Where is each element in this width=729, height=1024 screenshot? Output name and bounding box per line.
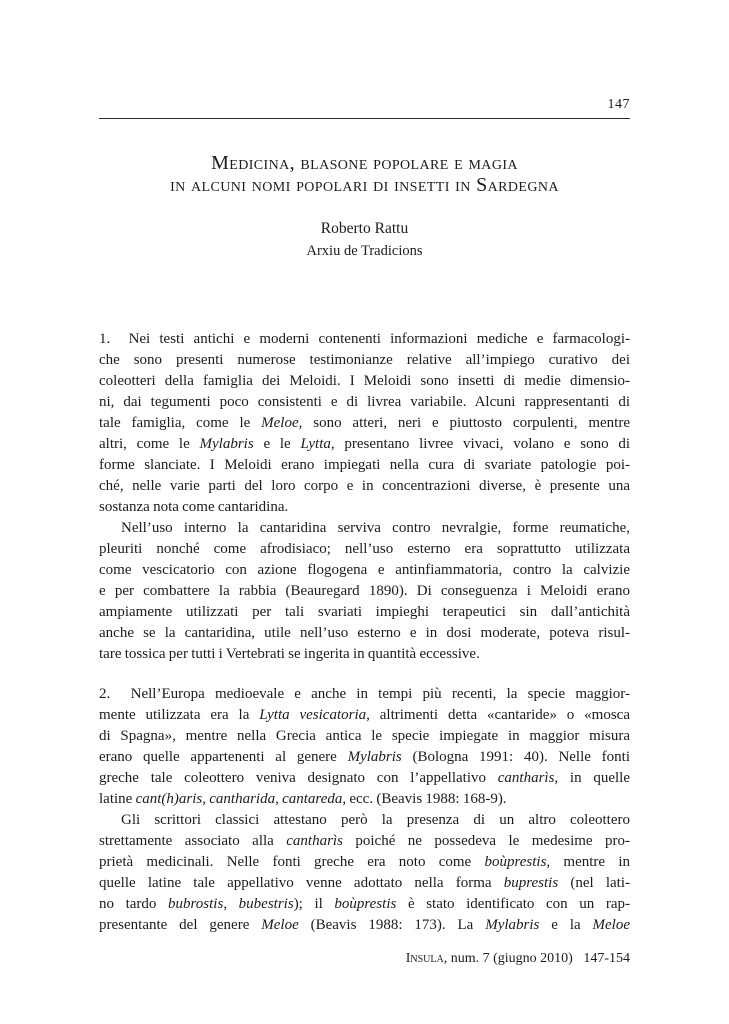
text-line: sostanza nota come cantaridina. <box>99 499 289 515</box>
text-line: ni, dai tegumenti poco consistenti e di livrea variabile. Alcuni rappresentanti di <box>99 394 630 410</box>
text-line: che sono presenti numerose testimonianze relative all’impiego curativo dei <box>99 352 630 368</box>
journal-line: Insula, num. 7 (giugno 2010) 147-154 <box>405 951 630 966</box>
header-rule <box>99 118 630 119</box>
text-line: anche se la cantaridina, utile nell’uso esterno e in dosi moderate, poteva risul- <box>99 625 630 641</box>
text-line: pleuriti nonché come afrodisiaco; nell’uso esterno era soprattutto utilizzata <box>99 541 630 557</box>
text-line: latine cant(h)aris, cantharida, cantareda, ecc. (Beavis 1988: 168-9). <box>99 791 507 807</box>
title-line-1: Medicina, blasone popolare e magia <box>211 152 518 174</box>
paragraph <box>99 684 630 810</box>
text-line: forme slanciate. I Meloidi erano impiegati nella cura di svariate patologie poi- <box>99 457 630 473</box>
paragraph <box>99 810 630 936</box>
text-line: erano quelle appartenenti al genere Mylabris (Bologna 1991: 40). Nelle fonti <box>99 749 630 765</box>
footer <box>406 951 630 967</box>
text-line: prietà medicinali. Nelle fonti greche era noto come boùprestis, mentre in <box>99 854 630 870</box>
text-line: strettamente associato alla cantharìs poiché ne possedeva le medesime pro- <box>99 833 630 849</box>
text-line: mente utilizzata era la Lytta vesicatoria, altrimenti detta «cantaride» o «mosca <box>99 707 630 723</box>
text-line: Gli scrittori classici attestano però la presenza di un altro coleottero <box>121 812 630 828</box>
paragraph <box>99 329 630 518</box>
text-line: e per combattere la rabbia (Beauregard 1890). Di conseguenza i Meloidi erano <box>99 583 630 599</box>
page-number: 147 <box>607 97 630 112</box>
text-line: tare tossica per tutti i Vertebrati se ingerita in quantità eccessive. <box>99 646 480 662</box>
text-line: no tardo bubrostis, bubestris); il boùprestis è stato identificato con un rap- <box>99 896 630 912</box>
body-text <box>99 329 630 936</box>
author-name: Roberto Rattu <box>320 220 409 237</box>
text-line: quelle latine tale appellativo venne adottato nella forma buprestis (nel lati- <box>99 875 630 891</box>
text-line: presentante del genere Meloe (Beavis 1988: 173). La Mylabris e la Meloe <box>99 917 630 933</box>
text-line: 1. Nei testi antichi e moderni contenenti informazioni mediche e farmacologi- <box>99 331 630 347</box>
text-line: ampiamente utilizzati per tali svariati impieghi terapeutici sin dall’antichità <box>99 604 630 620</box>
text-line: greche tale coleottero veniva designato con l’appellativo cantharìs, in quelle <box>99 770 630 786</box>
text-line: tale famiglia, come le Meloe, sono atteri, neri e piuttosto corpulenti, mentre <box>99 415 630 431</box>
text-line: 2. Nell’Europa medioevale e anche in tempi più recenti, la specie maggior- <box>99 686 630 702</box>
text-line: coleotteri della famiglia dei Meloidi. I Meloidi sono insetti di medie dimensio- <box>99 373 630 389</box>
text-line: di Spagna», mentre nella Grecia antica le specie impiegate in maggior misura <box>99 728 630 744</box>
text-line: come vescicatorio con azione flogogena e antinfiammatoria, contro la calvizie <box>99 562 630 578</box>
text-line: Nell’uso interno la cantaridina serviva contro nevralgie, forme reumatiche, <box>121 520 630 536</box>
article-title <box>0 153 729 196</box>
paragraph <box>99 518 630 665</box>
text-line: altri, come le Mylabris e le Lytta, presentano livree vivaci, volano e sono di <box>99 436 630 452</box>
text-line: ché, nelle varie parti del loro corpo e in concentrazioni diverse, è presente una <box>99 478 630 494</box>
author-affiliation: Arxiu de Tradicions <box>306 243 423 259</box>
title-line-2: in alcuni nomi popolari di insetti in Sardegna <box>170 173 559 196</box>
